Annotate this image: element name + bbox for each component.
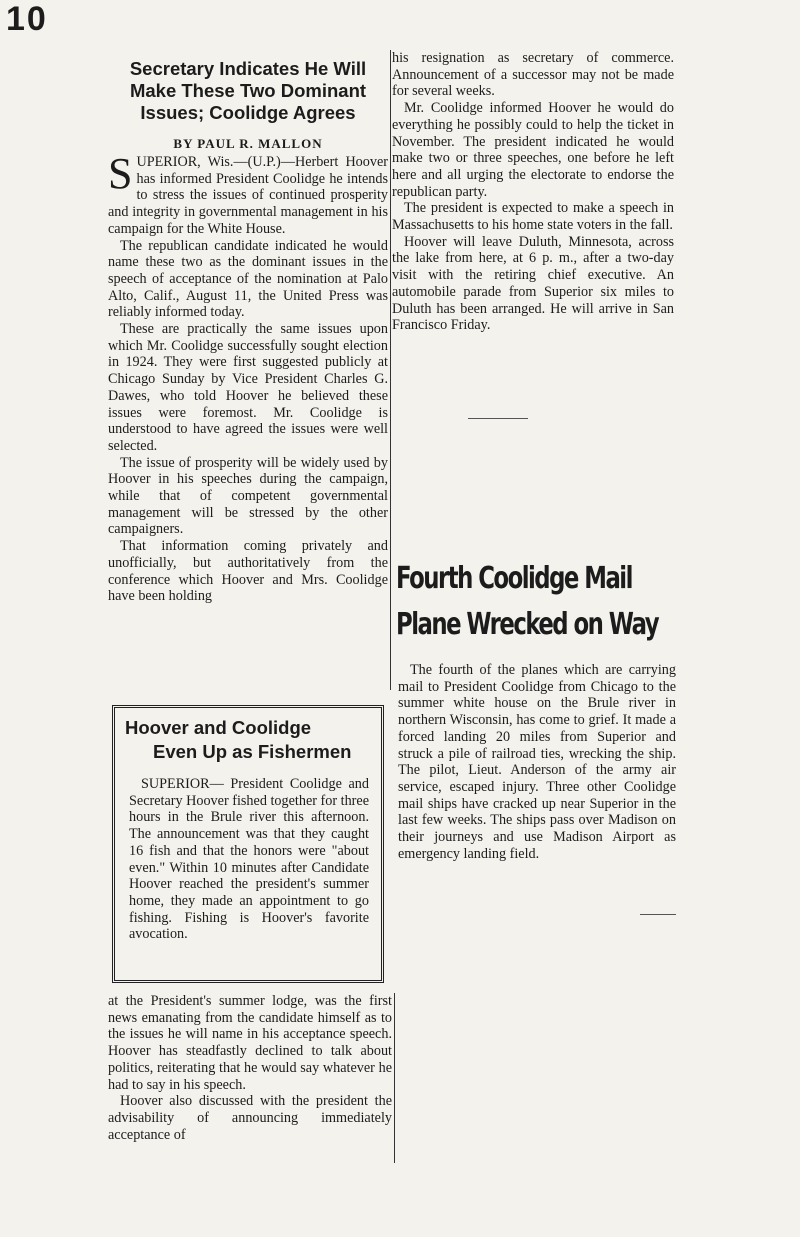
article-paragraph: Hoover will leave Duluth, Minnesota, across the lake from here, at 6 p. m., after a two-day visit with the retiring chief executive. An automobile parade from Superior six miles to Duluth has been arranged. He will arrive in San Francisco Friday. xyxy=(392,233,674,334)
box-headline: Hoover and Coolidge Even Up as Fishermen xyxy=(125,717,352,762)
column-rule xyxy=(394,993,395,1163)
mail-plane-headline: Fourth Coolidge Mail Plane Wrecked on Way xyxy=(396,561,659,642)
article-paragraph: The republican candidate indicated he would name these two as the dominant issues in the speech of acceptance of the nomination at Palo Alto, Calif., August 11, the United Press was reliably informed today. xyxy=(108,237,388,321)
article-continuation xyxy=(392,50,674,334)
article-paragraph: The fourth of the planes which are carrying mail to President Coolidge from Chicago to the summer white house on the Brule river in northern Wisconsin, has come to grief. It made a forced landing 20 miles from Superior and struck a pile of railroad ties, wrecking the ship. The pilot, Lieut. Anderson of the army air service, escaped injury. Three other Coolidge mail ships have cracked up near Superior in the last few weeks. The ships pass over Madison on their journeys and use Madison Airport as emergency landing field. xyxy=(398,662,676,862)
article-paragraph: his resignation as secretary of commerce. Announcement of a successor may not be made for several weeks. xyxy=(392,50,674,100)
article-paragraph: That information coming privately and unofficially, but authoritatively from the conference which Hoover and Mrs. Coolidge have been holding xyxy=(108,538,388,605)
article-paragraph: These are practically the same issues upon which Mr. Coolidge successfully sought election in 1924. They were first suggested publicly at Chicago Sunday by Vice President Charles G. Dawes, who told Hoover he believed these issues were foremost. Mr. Coolidge is understood to have agreed the issues were well selected. xyxy=(108,321,388,454)
article-secretary-issues xyxy=(108,50,388,605)
article-headline: Secretary Indicates He Will Make These Two Dominant Issues; Coolidge Agrees xyxy=(129,58,367,123)
article-paragraph: Mr. Coolidge informed Hoover he would do everything he possibly could to help the ticket in November. The president indicated he would make two or three speeches, one before he left here and all urging the electorate to endorse the republican party. xyxy=(392,100,674,200)
end-rule xyxy=(640,914,676,915)
article-body xyxy=(108,149,388,605)
article-fishermen-box xyxy=(112,705,384,983)
article-byline: BY PAUL R. MALLON xyxy=(173,136,323,151)
page-number: 10 xyxy=(6,0,48,38)
box-body: SUPERIOR— President Coolidge and Secretary Hoover fished together for three hours in the Brule river this afternoon. The announcement was that they caught 16 fish and that the honors were "about even." Within 10 minutes after Candidate Hoover reached the president's summer home, they made an appointment to go fishing. Fishing is Hoover's favorite avocation. xyxy=(129,776,369,943)
drop-cap: S xyxy=(108,149,133,198)
article-continuation-bottom xyxy=(108,993,392,1143)
article-paragraph: Hoover also discussed with the president the advisability of announcing immediately acceptance of xyxy=(108,1093,392,1143)
article-paragraph: at the President's summer lodge, was the first news emanating from the candidate himself as to the issues he will name in his acceptance speech. Hoover has steadfastly declined to talk about politics, reiterating that he would say whatever he had to say in his speech. xyxy=(108,993,392,1093)
article-paragraph: The president is expected to make a speech in Massachusetts to his home state voters in the fall. xyxy=(392,200,674,234)
column-rule xyxy=(390,50,391,690)
article-paragraph: SUPERIOR, Wis.—(U.P.)—Herbert Hoover has informed President Coolidge he intends to stress the issues of continued prosperity and integrity in governmental management in his campaign for the White House. xyxy=(108,149,388,237)
article-mail-plane xyxy=(398,662,676,862)
end-rule xyxy=(468,418,528,419)
article-paragraph: The issue of prosperity will be widely used by Hoover in his speeches during the campaign, while that of competent governmental management will be stressed by the other campaigners. xyxy=(108,454,388,538)
